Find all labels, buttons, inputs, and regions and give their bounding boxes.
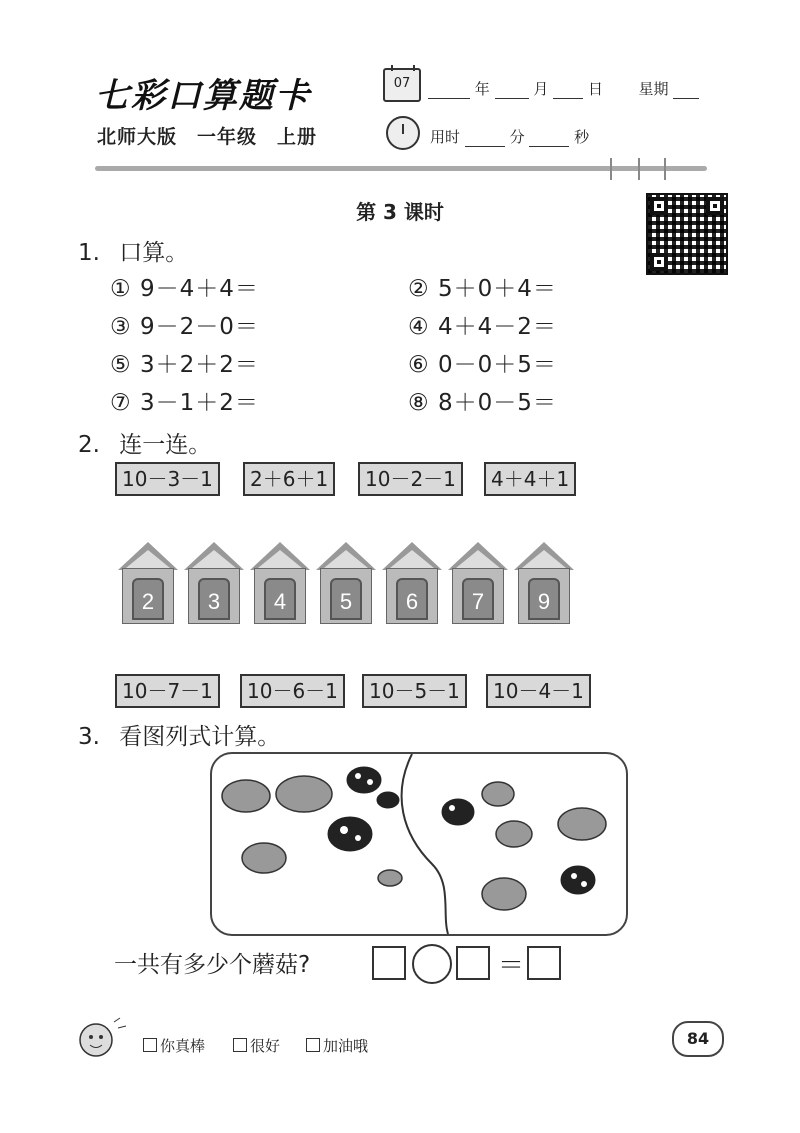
expression-box[interactable]: 10－3－1 (115, 462, 220, 496)
answer-box[interactable] (372, 946, 406, 980)
ring-icon (664, 158, 666, 180)
house-number: 2 (132, 578, 164, 620)
question-1 (78, 234, 188, 267)
calc-item (408, 384, 557, 417)
checkbox-icon[interactable] (306, 1038, 320, 1052)
calc-item (408, 346, 557, 379)
house-icon[interactable] (184, 542, 244, 624)
house-icon[interactable] (118, 542, 178, 624)
question-title: 看图列式计算。 (119, 724, 281, 750)
question-number: 2. (78, 432, 100, 458)
praise-label: 很好 (250, 1037, 281, 1055)
praise-option[interactable] (143, 1035, 205, 1056)
spotted-mushroom-icon (377, 792, 399, 808)
house-number: 5 (330, 578, 362, 620)
item-expr: 5＋0＋4＝ (437, 276, 557, 302)
minute-label: 分 (509, 128, 525, 146)
answer-box[interactable] (456, 946, 490, 980)
calc-item (408, 308, 557, 341)
qr-code-icon (646, 193, 728, 275)
year-label: 年 (474, 80, 490, 98)
question-title: 口算。 (119, 240, 189, 266)
page-number: 84 (672, 1021, 724, 1057)
edition-subtitle: 北师大版 一年级 上册 (97, 126, 318, 148)
calc-item (110, 270, 259, 303)
year-blank[interactable] (428, 98, 470, 99)
day-blank[interactable] (553, 98, 583, 99)
mushroom-icon (242, 843, 286, 873)
header-rule (95, 166, 707, 171)
mascot-icon (74, 1012, 130, 1068)
item-expr: 0－0＋5＝ (437, 352, 557, 378)
item-mark: ⑧ (408, 390, 430, 416)
expression-box[interactable]: 10－5－1 (362, 674, 467, 708)
expression-box[interactable]: 10－4－1 (486, 674, 591, 708)
second-blank[interactable] (529, 146, 569, 147)
calc-item (408, 270, 557, 303)
clock-icon (386, 116, 420, 150)
question-2 (78, 426, 211, 459)
spotted-mushroom-icon (561, 866, 595, 894)
time-used-label: 用时 (430, 128, 461, 146)
ring-icon (638, 158, 640, 180)
spotted-mushroom-icon (328, 817, 372, 851)
question-number: 3. (78, 724, 100, 750)
question-prompt: 一共有多少个蘑菇? (114, 952, 311, 978)
divider-line (402, 754, 448, 934)
weekday-label: 星期 (638, 80, 669, 98)
minute-blank[interactable] (465, 146, 505, 147)
second-label: 秒 (574, 128, 590, 146)
expression-box[interactable]: 10－2－1 (358, 462, 463, 496)
mushroom-icon (482, 782, 514, 806)
question-number: 1. (78, 240, 100, 266)
praise-option[interactable] (306, 1035, 368, 1056)
mushroom-icon (496, 821, 532, 847)
weekday-blank[interactable] (673, 98, 699, 99)
house-number: 4 (264, 578, 296, 620)
day-label: 日 (587, 80, 603, 98)
spotted-mushroom-icon (442, 799, 474, 825)
item-mark: ② (408, 276, 430, 302)
praise-label: 加油哦 (323, 1037, 369, 1055)
house-icon[interactable] (316, 542, 376, 624)
mushroom-icon (378, 870, 402, 886)
lesson-title: 第 3 课时 (356, 200, 444, 224)
item-expr: 9－2－0＝ (139, 314, 259, 340)
question-3 (78, 718, 280, 751)
mushroom-icon (558, 808, 606, 840)
calendar-icon (383, 68, 421, 102)
brand-title: 七彩口算题卡 (95, 76, 311, 116)
calendar-day: 07 (393, 76, 411, 91)
mushroom-illustration (212, 754, 626, 934)
mushroom-icon (276, 776, 332, 812)
item-mark: ⑦ (110, 390, 132, 416)
item-expr: 9－4＋4＝ (139, 276, 259, 302)
date-line (428, 78, 699, 99)
answer-box[interactable] (527, 946, 561, 980)
house-icon[interactable] (250, 542, 310, 624)
month-label: 月 (533, 80, 549, 98)
mushroom-icon (482, 878, 526, 910)
house-icon[interactable] (514, 542, 574, 624)
item-expr: 4＋4－2＝ (437, 314, 557, 340)
item-mark: ⑤ (110, 352, 132, 378)
spotted-mushroom-icon (347, 767, 381, 793)
expression-box[interactable]: 4＋4＋1 (484, 462, 576, 496)
time-used-line (430, 126, 589, 147)
house-number: 6 (396, 578, 428, 620)
expression-box[interactable]: 10－6－1 (240, 674, 345, 708)
operator-circle[interactable] (412, 944, 452, 984)
item-mark: ⑥ (408, 352, 430, 378)
equals-sign: ＝ (498, 951, 525, 981)
ring-icon (610, 158, 612, 180)
house-number: 3 (198, 578, 230, 620)
item-mark: ① (110, 276, 132, 302)
item-expr: 3－1＋2＝ (139, 390, 259, 416)
item-expr: 3＋2＋2＝ (139, 352, 259, 378)
expression-box[interactable]: 10－7－1 (115, 674, 220, 708)
praise-option[interactable] (233, 1035, 280, 1056)
house-icon[interactable] (382, 542, 442, 624)
item-mark: ④ (408, 314, 430, 340)
mushroom-picture (210, 752, 628, 936)
house-number: 7 (462, 578, 494, 620)
month-blank[interactable] (495, 98, 529, 99)
checkbox-icon[interactable] (143, 1038, 157, 1052)
item-expr: 8＋0－5＝ (437, 390, 557, 416)
checkbox-icon[interactable] (233, 1038, 247, 1052)
house-icon[interactable] (448, 542, 508, 624)
house-number: 9 (528, 578, 560, 620)
mushroom-icon (222, 780, 270, 812)
question-title: 连一连。 (119, 432, 212, 458)
expression-box[interactable]: 2＋6＋1 (243, 462, 335, 496)
calc-item (110, 346, 259, 379)
item-mark: ③ (110, 314, 132, 340)
calc-item (110, 308, 259, 341)
calc-item (110, 384, 259, 417)
praise-label: 你真棒 (160, 1037, 206, 1055)
